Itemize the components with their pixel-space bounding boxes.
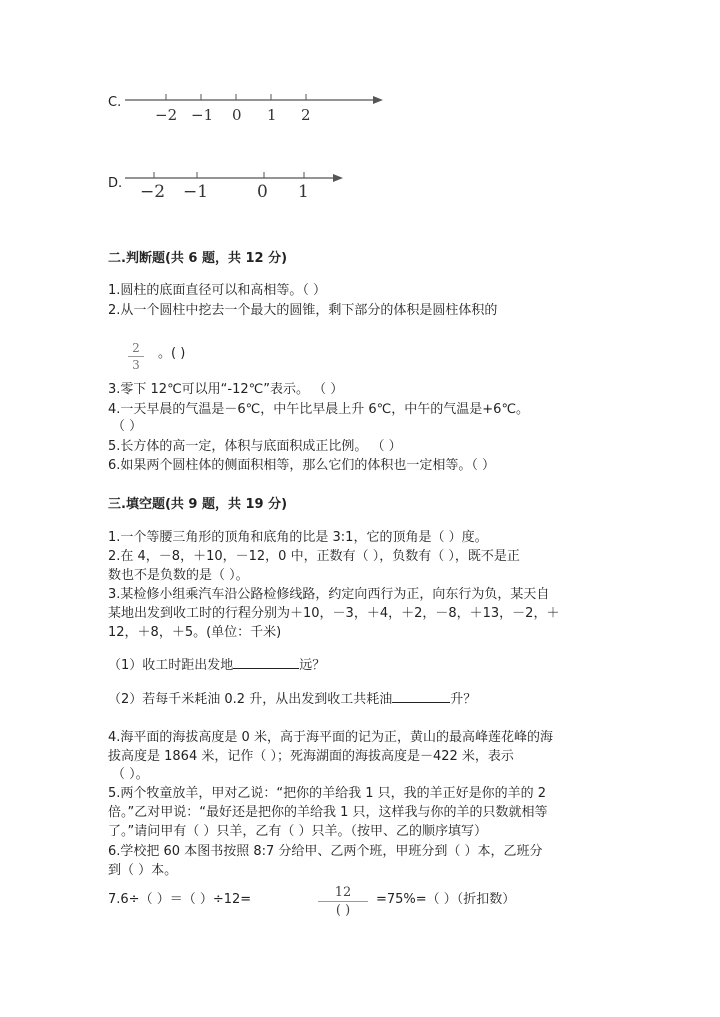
fraction-two-thirds [128, 341, 144, 372]
tick-label: 0 [257, 182, 268, 202]
option-d-label: D. [108, 176, 123, 191]
question-text: 3.某检修小组乘汽车沿公路检修线路，约定向西行为正，向东行为负，某天自 [108, 587, 550, 602]
question-text: 1.一个等腰三角形的顶角和底角的比是 3:1，它的顶角是（ ）度。 [108, 530, 488, 545]
sub-question [108, 691, 476, 708]
fraction-denominator: 3 [132, 358, 140, 372]
question-text: 2.在 4，－8，＋10，－12，0 中，正数有（ ），负数有（ ），既不是正 [108, 549, 520, 564]
answer-blank[interactable] [233, 668, 299, 669]
question-text: =75%=（ ）（折扣数） [376, 892, 516, 907]
answer-parentheses: （ ） [112, 419, 143, 434]
fraction-numerator: 2 [132, 341, 140, 355]
question-text: 1.圆柱的底面直径可以和高相等。（ ） [108, 283, 327, 298]
section-heading-fill-blank: 三.填空题(共 9 题，共 19 分) [108, 497, 288, 512]
sub-question-text: （2）若每千米耗油 0.2 升，从出发到收工共耗油 [108, 692, 393, 707]
tick-label: −2 [140, 182, 166, 202]
question-text: 拔高度是 1864 米，记作（ ）；死海湖面的海拔高度是－422 米，表示 [108, 749, 514, 764]
question-text: 5.两个牧童放羊，甲对乙说：“把你的羊给我 1 只，我的羊正好是你的羊的 2 [108, 786, 547, 801]
question-text: （ ）。 [112, 767, 149, 782]
question-text: 数也不是负数的是（ ）。 [108, 568, 249, 583]
tick-label: −2 [155, 106, 178, 124]
tick-label: −1 [183, 182, 209, 202]
section-heading-judgement: 二.判断题(共 6 题，共 12 分) [108, 251, 288, 266]
question-text: 4.一天早晨的气温是－6℃，中午比早晨上升 6℃，中午的气温是+6℃。 [108, 402, 530, 417]
question-text: 6.如果两个圆柱体的侧面积相等，那么它们的体积也一定相等。（ ） [108, 458, 496, 473]
question-text: 3.零下 12℃可以用“-12℃”表示。 （ ） [108, 382, 344, 397]
answer-blank[interactable] [392, 702, 450, 703]
tick-label: −1 [191, 106, 214, 124]
fraction-numerator: 12 [334, 885, 352, 900]
answer-parentheses: 。( ) [158, 346, 186, 361]
sub-question-text: 升？ [450, 692, 477, 707]
question-text: 6.学校把 60 本图书按照 8:7 分给甲、乙两个班，甲班分到（ ）本，乙班分 [108, 844, 543, 859]
tick-label: 1 [298, 182, 309, 202]
option-c-label: C. [108, 95, 122, 110]
fraction-denominator: ( ) [335, 903, 351, 918]
fraction-twelve-over-blank [318, 885, 368, 918]
sub-question-text: 远？ [299, 658, 326, 673]
tick-label: 1 [267, 106, 277, 124]
question-text: 某地出发到收工时的行程分别为＋10，－3，＋4，＋2，－8，＋13，－2，＋ [108, 606, 560, 621]
question-text: 5.长方体的高一定，体积与底面积成正比例。 （ ） [108, 439, 402, 454]
sub-question-text: （1）收工时距出发地 [108, 658, 234, 673]
sub-question [108, 657, 325, 674]
question-text: 2.从一个圆柱中挖去一个最大的圆锥，剩下部分的体积是圆柱体积的 [108, 303, 498, 318]
tick-label: 2 [301, 106, 311, 124]
question-text: 7.6÷（ ）＝（ ）÷12= [108, 892, 252, 907]
question-text: 4.海平面的海拔高度是 0 米，高于海平面的记为正，黄山的最高峰莲花峰的海 [108, 730, 553, 745]
tick-label: 0 [232, 106, 242, 124]
question-text: 倍。”乙对甲说：“最好还是把你的羊给我 1 只，这样我与你的羊的只数就相等 [108, 805, 548, 820]
question-text: 到（ ）本。 [108, 863, 178, 878]
question-text: 12，＋8，＋5。(单位：千米) [108, 625, 282, 640]
question-text: 了。”请问甲有（ ）只羊，乙有（ ）只羊。（按甲、乙的顺序填写） [108, 824, 487, 839]
